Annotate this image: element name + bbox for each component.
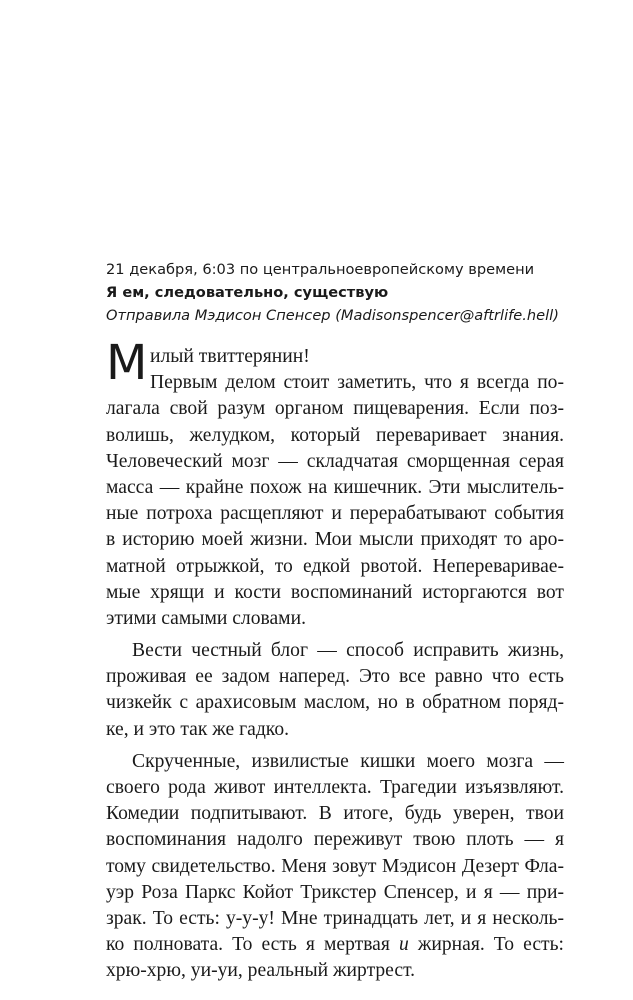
- text-line: ные потроха расщепляют и перерабатывают события: [106, 503, 564, 525]
- text-line: Вести честный блог — способ исправить жизнь,: [132, 640, 564, 662]
- text-segment: жирная. То есть:: [408, 934, 564, 956]
- text-segment: ко полновата. То есть я мертвая: [106, 934, 399, 956]
- text-line: ке, и это так же гадко.: [106, 718, 290, 740]
- paragraph-3: [106, 749, 564, 985]
- text-line: лагала свой разум органом пищеварения. Если поз-: [106, 398, 564, 420]
- post-dateline: 21 декабря, 6:03 по центральноевропейскому времени: [106, 261, 535, 278]
- paragraph-2: [106, 638, 564, 743]
- text-line: Комедии подпитывают. В итоге, будь уверен, твои: [106, 803, 564, 825]
- text-line: зрак. То есть: у-у-у! Мне тринадцать лет, и я несколь-: [106, 907, 564, 929]
- text-line: хрю-хрю, уи-уи, реальный жиртрест.: [106, 960, 416, 982]
- text-line: тому свидетельство. Меня зовут Мэдисон Дезерт Фла-: [106, 855, 564, 877]
- text-line: Первым делом стоит заметить, что я всегда по-: [150, 372, 564, 394]
- text-line: [106, 932, 564, 958]
- post-byline: Отправила Мэдисон Спенсер (Madisonspencer@aftrlife.hell): [106, 307, 559, 324]
- text-line: матной отрыжкой, то едкой рвотой. Непереваривае-: [106, 555, 564, 577]
- post-body: [106, 344, 564, 985]
- text-line: в историю моей жизни. Мои мысли приходят то аро-: [106, 529, 564, 551]
- text-line: масса — крайне похож на кишечник. Эти мыслитель-: [106, 476, 564, 498]
- text-line: проживая ее задом наперед. Это все равно что есть: [106, 666, 564, 688]
- text-line: уэр Роза Паркс Койот Трикстер Спенсер, и я — при-: [106, 881, 564, 903]
- post-header: [106, 258, 566, 327]
- text-line: воспоминания надолго переживут твою плоть — я: [106, 829, 564, 851]
- text-line: своего рода живот интеллекта. Трагедии изъязвляют.: [106, 777, 564, 798]
- text-line: этими самыми словами.: [106, 607, 306, 629]
- text-line: илый твиттерянин!: [150, 346, 310, 367]
- text-line: Человеческий мозг — складчатая сморщенная серая: [106, 450, 564, 472]
- emphasis: и: [398, 934, 409, 956]
- text-line: чизкейк с арахисовым маслом, но в обратном поряд-: [106, 692, 564, 714]
- text-line: мые хрящи и кости воспоминаний исторгаются вот: [106, 581, 564, 603]
- text-line: волишь, желудком, который переваривает знания.: [106, 424, 564, 446]
- drop-cap: М: [106, 335, 148, 391]
- paragraph-1: [106, 344, 564, 632]
- post-title: Я ем, следовательно, существую: [106, 284, 389, 301]
- text-line: Скрученные, извилистые кишки моего мозга —: [132, 750, 564, 772]
